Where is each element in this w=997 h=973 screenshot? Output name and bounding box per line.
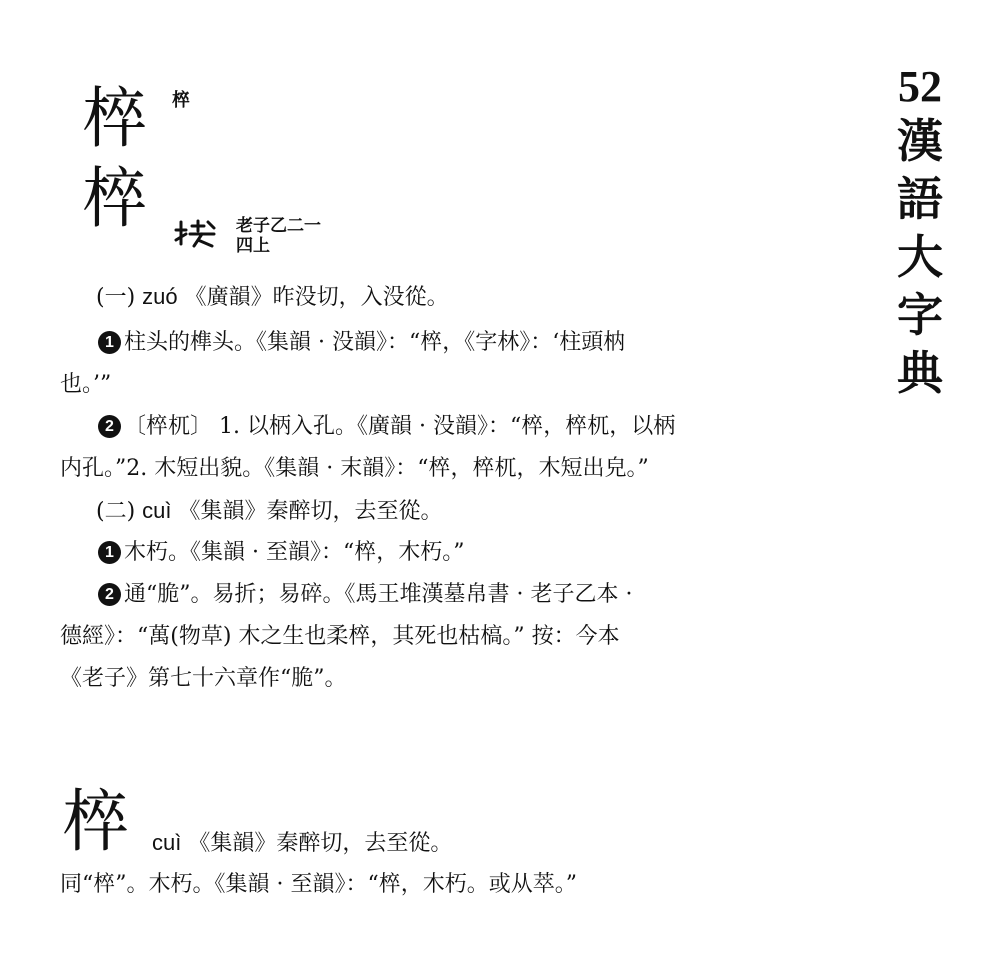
definition-1 <box>98 328 625 358</box>
spine-char-2: 語 <box>897 172 943 226</box>
source-note-line-2: 四上 <box>236 236 270 256</box>
number-marker-1: 1 <box>98 331 121 354</box>
section1-marker: (一) <box>96 285 143 310</box>
definition-3 <box>98 538 464 568</box>
spine-title <box>880 62 960 402</box>
section2-phonetic: 《集韻》秦醉切，去至從。 <box>171 499 443 524</box>
spine-char-5: 典 <box>897 346 943 400</box>
number-marker-3: 1 <box>98 541 121 564</box>
section1-pinyin: zuó <box>142 284 178 309</box>
definition-4 <box>98 580 632 610</box>
definition-4-cont-2: 《老子》第七十六章作“脆”。 <box>60 666 347 691</box>
seal-script-glyph <box>172 218 218 248</box>
number-marker-4: 2 <box>98 583 121 606</box>
section1-phonetic: 《廣韻》昨没切，入没從。 <box>177 285 449 310</box>
entry1-small-variant: 椊 <box>172 90 190 111</box>
entry2-heading <box>152 828 452 859</box>
section2-pinyin: cuì <box>142 498 172 523</box>
entry1-head-char: 椊 <box>82 80 148 157</box>
spine-char-1: 漢 <box>897 114 943 168</box>
definition-3-text: 木朽。《集韻 · 至韻》：“椊，木朽。” <box>124 540 465 565</box>
definition-1-text: 柱头的榫头。《集韻 · 没韻》：“椊，《字林》：‘柱頭枘 <box>124 330 626 355</box>
spine-char-4: 字 <box>897 288 943 342</box>
source-note <box>236 216 321 256</box>
source-note-line-1: 老子乙二一 <box>236 216 321 236</box>
section2-heading <box>96 496 443 527</box>
section2-marker: (二) <box>96 499 143 524</box>
entry2-pinyin: cuì <box>152 830 182 855</box>
definition-2 <box>98 412 675 442</box>
number-marker-2: 2 <box>98 415 121 438</box>
definition-1-cont: 也。’” <box>60 372 112 397</box>
entry2-phonetic: 《集韻》秦醉切，去至從。 <box>181 831 453 856</box>
definition-2-text: 〔椊杌〕 1. 以柄入孔。《廣韻 · 没韻》：“椊，椊杌，以柄 <box>124 414 676 439</box>
definition-2-cont: 内孔。”2. 木短出貌。《集韻 · 末韻》：“椊，椊杌，木短出皃。” <box>60 456 649 481</box>
definition-4-text: 通“脆”。易折；易碎。《馬王堆漢墓帛書 · 老子乙本 · <box>124 582 633 607</box>
definition-4-cont-1: 德經》：“萬(物草) 木之生也柔椊，其死也枯槁。” 按：今本 <box>60 624 620 649</box>
entry2-head-char: 椊 <box>62 783 131 862</box>
entry2-definition: 同“椊”。木朽。《集韻 · 至韻》：“椊，木朽。或从萃。” <box>60 872 577 897</box>
section1-heading <box>96 282 449 313</box>
spine-char-3: 大 <box>897 230 943 284</box>
volume-number: 52 <box>898 62 942 111</box>
entry1-variant-char: 椊 <box>82 160 148 237</box>
